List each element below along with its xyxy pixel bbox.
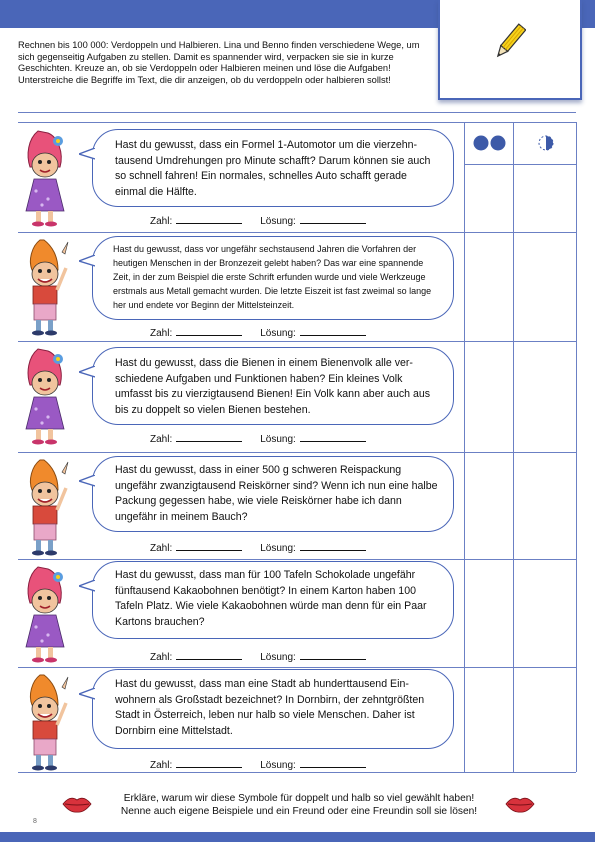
story-card — [0, 454, 470, 557]
page-number: 8 — [33, 818, 37, 825]
story-text: Hast du gewusst, dass in einer 500 g schweren Reispackung ungefähr zwanzigtausend Reiskörner sind? Wenn ich nun eine halbe Packung gegessen habe, wie viele Reiskörner habe ich dann ungefähr in meinem Bauch? — [115, 464, 438, 523]
intro-text: Rechnen bis 100 000: Verdoppeln und Halbieren. Lina und Benno finden verschiedene Wege, um sich gegenseitig Aufgaben zu stellen. Damit es spannender wird, verpacken sie sie in kurze Geschichten. Kreuze an, ob sie Verdoppeln oder Halbieren meinen und löse die Aufgaben! Unterstreiche die Begriffe im Text, die dir anzeigen, ob du verdoppeln oder halbieren sollst! — [18, 40, 420, 85]
zahl-label: Zahl: — [150, 760, 173, 771]
answer-line — [150, 431, 366, 445]
boy-character — [18, 238, 74, 336]
story-text: Hast du gewusst, dass ein Formel 1-Automotor um die vierzehn-tausend Umdrehungen pro Minute schafft? Darum können sie auch so schnell fahren! Ein normales, schnelles Auto schafft gerade einmal die Hälfte. — [115, 139, 431, 198]
story-card — [0, 561, 470, 665]
grid-line — [576, 122, 577, 772]
loesung-field[interactable] — [300, 540, 366, 551]
zahl-label: Zahl: — [150, 434, 173, 445]
loesung-label: Lösung: — [260, 543, 296, 554]
loesung-field[interactable] — [300, 757, 366, 768]
speech-bubble — [92, 456, 454, 532]
loesung-label: Lösung: — [260, 328, 296, 339]
loesung-field[interactable] — [300, 325, 366, 336]
loesung-label: Lösung: — [260, 760, 296, 771]
header-tab — [438, 0, 582, 100]
loesung-field[interactable] — [300, 431, 366, 442]
story-text: Hast du gewusst, dass vor ungefähr sechstausend Jahren die Vorfahren der heutigen Menschen in der Bronzezeit gelebt haben? Das war eine spannende Zeit, in der zum Beispiel die erste Schrift erfunden wurde und viele Werkzeuge erstmals aus Metall gemacht wurden. Die letzte Eiszeit ist fast zweimal so lange her und endete vor Beginn der Mittelsteinzeit. — [113, 244, 432, 310]
lips-icon — [62, 795, 92, 813]
story-card — [0, 343, 470, 450]
loesung-field[interactable] — [300, 213, 366, 224]
speech-bubble — [92, 236, 454, 320]
divider — [18, 341, 576, 342]
zahl-field[interactable] — [176, 431, 242, 442]
grid-line — [513, 122, 514, 772]
story-text: Hast du gewusst, dass man eine Stadt ab hunderttausend Ein-wohnern als Großstadt bezeichnet? In Dornbirn, der zehntgrößten Stadt in Österreich, leben nur halb so viele Menschen. Daher ist Dornbirn eine Mittelstadt. — [115, 678, 425, 737]
zahl-label: Zahl: — [150, 652, 173, 663]
zahl-label: Zahl: — [150, 328, 173, 339]
speech-bubble — [92, 129, 454, 207]
zahl-field[interactable] — [176, 325, 242, 336]
answer-line — [150, 649, 366, 663]
zahl-label: Zahl: — [150, 543, 173, 554]
speech-bubble — [92, 561, 454, 639]
bottom-bar — [0, 832, 595, 842]
boy-character — [18, 458, 74, 556]
divider — [18, 667, 576, 668]
half-circle-icon — [537, 134, 555, 152]
answer-line — [150, 213, 366, 227]
girl-character — [18, 347, 74, 445]
answer-line — [150, 540, 366, 554]
divider — [18, 772, 576, 773]
lips-icon — [505, 795, 535, 813]
zahl-field[interactable] — [176, 213, 242, 224]
footer-instructions — [104, 793, 494, 818]
footer-line-2: Nenne auch eigene Beispiele und ein Freund oder eine Freundin soll sie lösen! — [120, 805, 478, 817]
story-text: Hast du gewusst, dass die Bienen in einem Bienenvolk alle ver-schiedene Aufgaben und Funktionen haben? Ein kleines Volk umfasst bis zu vierzigtausend Bienen! Ein Volk kann aber auch aus bis zu doppelt so vielen Bienen bestehen. — [115, 357, 431, 416]
story-text: Hast du gewusst, dass man für 100 Tafeln Schokolade ungefähr fünftausend Kakaobohnen benötigt? In einem Karton haben 100 Tafeln Platz. Wie viele Kakaobohnen würde man denn für ein Paar Kartons brauchen? — [115, 569, 427, 628]
divider — [18, 122, 576, 123]
divider — [18, 112, 576, 113]
boy-character — [18, 673, 74, 771]
zahl-field[interactable] — [176, 757, 242, 768]
story-card — [0, 125, 470, 230]
zahl-label: Zahl: — [150, 216, 173, 227]
divider — [18, 452, 576, 453]
divider — [18, 232, 576, 233]
speech-bubble — [92, 669, 454, 749]
zahl-field[interactable] — [176, 649, 242, 660]
girl-character — [18, 565, 74, 663]
girl-character — [18, 129, 74, 227]
divider — [18, 559, 576, 560]
pencil-icon — [492, 22, 526, 62]
loesung-label: Lösung: — [260, 216, 296, 227]
answer-line — [150, 325, 366, 339]
speech-bubble — [92, 347, 454, 425]
answer-line — [150, 757, 366, 771]
story-card — [0, 669, 470, 770]
story-card — [0, 234, 470, 339]
double-dot-icon — [473, 134, 507, 152]
zahl-field[interactable] — [176, 540, 242, 551]
loesung-label: Lösung: — [260, 652, 296, 663]
footer-line-1: Erkläre, warum wir diese Symbole für doppelt und halb so viel gewählt haben! — [123, 793, 475, 804]
loesung-field[interactable] — [300, 649, 366, 660]
loesung-label: Lösung: — [260, 434, 296, 445]
divider — [464, 164, 576, 165]
